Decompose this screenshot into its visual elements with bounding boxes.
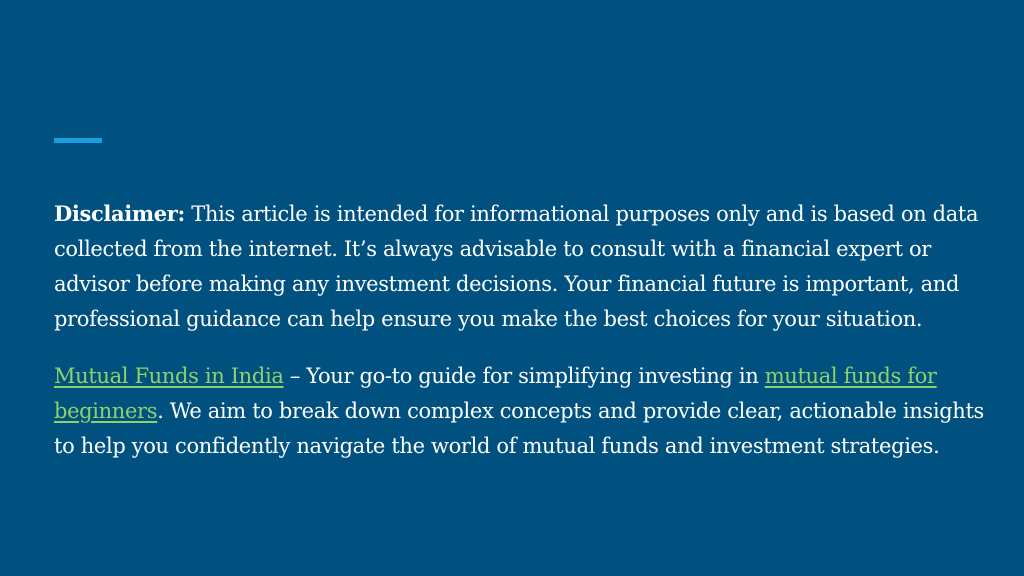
intro-text-1: – Your go-to guide for simplifying investing in <box>283 364 765 388</box>
disclaimer-paragraph <box>54 196 984 337</box>
mutual-funds-india-link[interactable]: Mutual Funds in India <box>54 364 284 388</box>
disclaimer-text: This article is intended for informational purposes only and is based on data collected from the internet. It’s always advisable to consult with a financial expert or advisor before making any investment decisions. Your financial future is important, and professional guidance can help ensure you make the best choices for your situation. <box>54 202 979 331</box>
intro-text-2: . We aim to break down complex concepts and provide clear, actionable insights to help you confidently navigate the world of mutual funds and investment strategies. <box>54 399 984 458</box>
slide-content <box>54 196 984 464</box>
mutual-funds-beginners-link[interactable]: mutual funds for beginners <box>54 364 937 423</box>
intro-paragraph <box>54 359 984 464</box>
disclaimer-label: Disclaimer: <box>54 201 185 226</box>
accent-bar <box>54 138 102 143</box>
